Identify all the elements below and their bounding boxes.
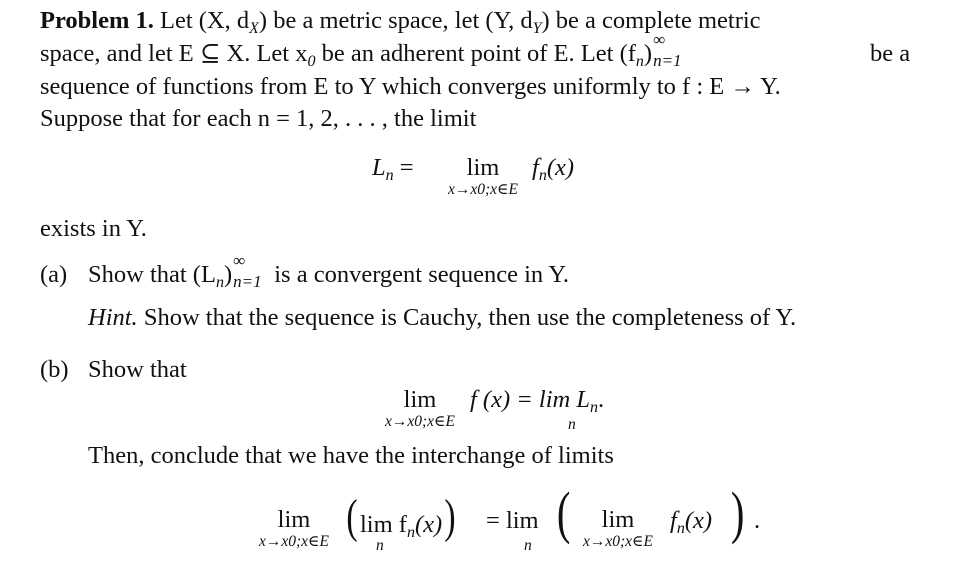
display-lim-4	[568, 507, 668, 551]
eq-b-end: .	[597, 386, 605, 413]
display-ln	[372, 153, 414, 191]
final-fn2: f	[670, 507, 677, 534]
lim-subscript-3: x→x0;x∈E	[259, 533, 329, 550]
lim-n-sub-b	[568, 410, 576, 440]
problem-text-2b: be an adherent point of E. Let (f	[321, 40, 636, 67]
fn-sub: n	[538, 167, 547, 184]
final-lim-n-sub-2-text: n	[524, 537, 532, 554]
display-fn	[532, 153, 574, 191]
exists-line: exists in Y.	[40, 215, 147, 242]
display-lim-1	[433, 155, 533, 199]
problem-text-2c: be a	[870, 40, 911, 67]
infinity-superscript: ∞	[653, 30, 666, 49]
eq-b-text: f (x) = lim L	[470, 386, 590, 413]
display-lim-2	[370, 387, 470, 431]
dy-subscript: Y	[532, 20, 542, 37]
final-fn-sub: n	[406, 524, 415, 541]
problem-text-1c: ) be a complete metric	[541, 7, 761, 34]
problem-heading: Problem 1.	[40, 7, 154, 34]
hint-text: Show that the sequence is Cauchy, then use the completeness of Y.	[143, 304, 797, 331]
paren-close-a: )	[223, 261, 233, 288]
eq-b	[470, 385, 604, 423]
final-paren-close	[728, 480, 747, 545]
hint-label: Hint.	[88, 304, 138, 331]
problem-line-4: Suppose that for each n = 1, 2, . . . , the limit	[40, 105, 477, 132]
lim-n-sub-b-text: n	[568, 416, 576, 433]
fn-subscript: n	[635, 53, 644, 70]
fn-symbol: f	[532, 154, 539, 181]
problem-text-2a: space, and let E ⊆ X. Let x	[40, 40, 308, 67]
eq-b-sub: n	[589, 399, 598, 416]
part-b-label: (b)	[40, 356, 69, 383]
ln-sub-a: n	[215, 274, 224, 291]
final-lim-n-sub-1-text: n	[376, 537, 384, 554]
lim-subscript-4: x→x0;x∈E	[583, 533, 653, 550]
part-b-line	[40, 355, 187, 385]
ln-symbol: L	[372, 154, 386, 181]
part-a-text-1: Show that (L	[88, 261, 216, 288]
hint-line	[88, 303, 796, 333]
fn-argument: (x)	[546, 154, 575, 181]
lim-subscript-2: x→x0;x∈E	[385, 413, 455, 430]
index-range-a	[232, 251, 268, 291]
part-a-label: (a)	[40, 261, 68, 288]
final-lim-n-sub-1	[376, 531, 384, 561]
lim-subscript: x→x0;x∈E	[448, 181, 518, 198]
problem-text-1b: ) be a metric space, let (Y, d	[258, 7, 533, 34]
ln-equals: =	[399, 154, 414, 181]
final-lim-fn: lim f	[359, 511, 407, 538]
index-range	[652, 30, 688, 70]
lim-word-4: lim	[601, 506, 635, 533]
final-eq: = lim	[486, 507, 539, 534]
part-a-text-2: is a convergent sequence in Y.	[274, 261, 570, 288]
right-paren-big: )	[444, 490, 456, 543]
left-paren-big: (	[346, 490, 358, 543]
final-fn2-sub: n	[676, 520, 685, 537]
dx-subscript: X	[249, 20, 259, 37]
right-paren-bigger: )	[730, 480, 745, 545]
ln-subscript: n	[385, 167, 394, 184]
x0-subscript: 0	[307, 53, 316, 70]
final-lim-n-sub-2	[524, 531, 532, 561]
lim-word: lim	[466, 154, 500, 181]
problem-text-1a: Let (X, d	[160, 7, 250, 34]
part-a-line	[40, 251, 570, 291]
part-b-text: Show that	[88, 356, 187, 383]
part-a-text	[88, 251, 570, 298]
n1-sub-a: n=1	[233, 272, 262, 291]
paren-close: )	[643, 40, 653, 67]
lim-word-3: lim	[277, 506, 311, 533]
final-right	[670, 506, 712, 544]
final-end: .	[754, 507, 761, 534]
final-left	[344, 490, 458, 548]
then-line: Then, conclude that we have the interchange of limits	[88, 442, 614, 469]
problem-line-3: sequence of functions from E to Y which converges uniformly to f : E → Y.	[40, 73, 781, 100]
left-paren-bigger: (	[556, 480, 571, 545]
lim-word-2: lim	[403, 386, 437, 413]
final-x: (x)	[414, 511, 443, 538]
n-equals-1-subscript: n=1	[653, 51, 682, 70]
final-x2: (x)	[684, 507, 713, 534]
infinity-sup-a: ∞	[233, 251, 246, 270]
display-lim-3	[244, 507, 344, 551]
